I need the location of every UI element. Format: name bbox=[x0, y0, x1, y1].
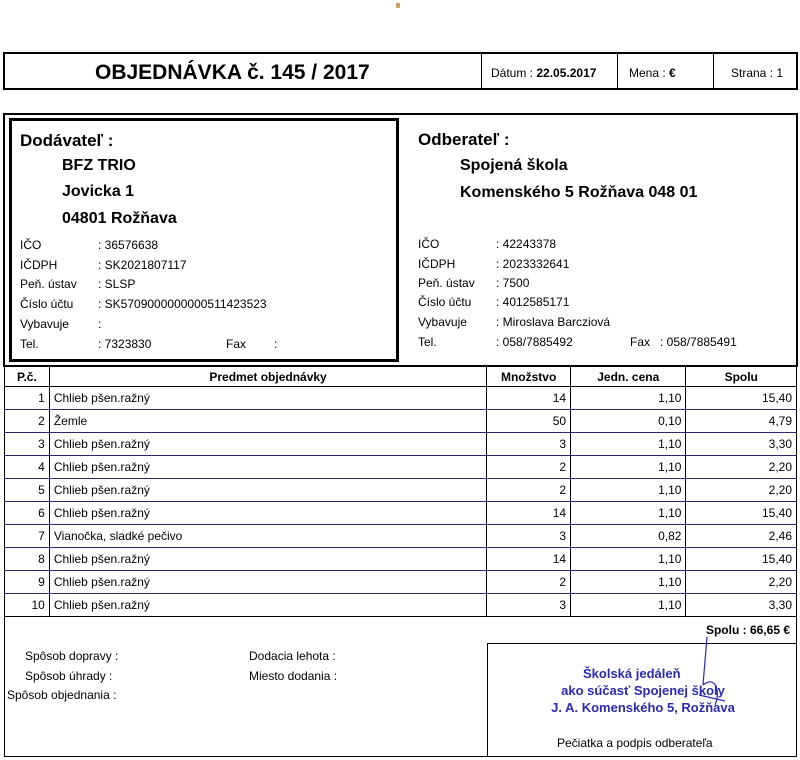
table-row bbox=[5, 525, 797, 548]
customer-contact-value: : Miroslava Barcziová bbox=[496, 315, 611, 329]
table-row bbox=[5, 571, 797, 594]
row-quantity: 3 bbox=[487, 525, 571, 548]
row-item: Chlieb pšen.ražný bbox=[49, 387, 486, 410]
table-row bbox=[5, 502, 797, 525]
supplier-account-value: : SK5709000000000511423523 bbox=[98, 297, 267, 311]
row-number: 10 bbox=[5, 594, 50, 617]
row-total: 2,20 bbox=[686, 479, 797, 502]
row-price: 0,82 bbox=[571, 525, 686, 548]
row-price: 1,10 bbox=[571, 479, 686, 502]
row-quantity: 14 bbox=[487, 387, 571, 410]
col-unit-price: Jedn. cena bbox=[571, 367, 686, 387]
page-field bbox=[731, 66, 783, 80]
page-label: Strana : bbox=[731, 66, 774, 80]
supplier-fax-label: Fax bbox=[226, 337, 247, 351]
row-price: 1,10 bbox=[571, 502, 686, 525]
customer-ico-label: IČO bbox=[418, 237, 440, 251]
supplier-name: BFZ TRIO bbox=[62, 157, 136, 174]
row-number: 2 bbox=[5, 410, 50, 433]
date-value: 22.05.2017 bbox=[536, 66, 597, 80]
signature-label: Pečiatka a podpis odberateľa bbox=[557, 736, 713, 750]
customer-address: Komenského 5 Rožňava 048 01 bbox=[460, 184, 698, 201]
supplier-city: 04801 Rožňava bbox=[62, 210, 177, 227]
row-item: Žemle bbox=[49, 410, 486, 433]
row-number: 4 bbox=[5, 456, 50, 479]
supplier-bank-label: Peň. ústav bbox=[20, 277, 77, 291]
table-header-row bbox=[5, 367, 797, 387]
table-row bbox=[5, 433, 797, 456]
table-row bbox=[5, 479, 797, 502]
supplier-icdph-value: : SK2021807117 bbox=[98, 258, 187, 272]
date-field bbox=[491, 66, 596, 80]
row-price: 0,10 bbox=[571, 410, 686, 433]
row-item: Chlieb pšen.ražný bbox=[49, 433, 486, 456]
row-quantity: 14 bbox=[487, 548, 571, 571]
table-row bbox=[5, 594, 797, 617]
order-title: OBJEDNÁVKA č. 145 / 2017 bbox=[95, 61, 370, 84]
scan-speck bbox=[396, 3, 400, 8]
row-item: Vianočka, sladké pečivo bbox=[49, 525, 486, 548]
row-total: 15,40 bbox=[686, 502, 797, 525]
supplier-contact-label: Vybavuje bbox=[20, 317, 69, 331]
supplier-ico-value: : 36576638 bbox=[98, 238, 159, 252]
customer-tel-label: Tel. bbox=[418, 335, 437, 349]
row-total: 2,20 bbox=[686, 456, 797, 479]
supplier-fax-value: : bbox=[274, 337, 278, 351]
col-number: P.č. bbox=[5, 367, 50, 387]
delivery-place: Miesto dodania : bbox=[249, 669, 338, 683]
customer-tel-value: : 058/7885492 bbox=[496, 335, 573, 349]
row-item: Chlieb pšen.ražný bbox=[49, 571, 486, 594]
row-total: 3,30 bbox=[686, 433, 797, 456]
customer-bank-value: : 7500 bbox=[496, 276, 530, 290]
row-quantity: 3 bbox=[487, 594, 571, 617]
supplier-tel-label: Tel. bbox=[20, 337, 39, 351]
row-number: 1 bbox=[5, 387, 50, 410]
row-total: 15,40 bbox=[686, 387, 797, 410]
customer-name: Spojená škola bbox=[460, 157, 568, 174]
customer-contact-label: Vybavuje bbox=[418, 315, 467, 329]
supplier-tel-value: : 7323830 bbox=[98, 337, 152, 351]
col-total: Spolu bbox=[686, 367, 797, 387]
row-quantity: 14 bbox=[487, 502, 571, 525]
table-row bbox=[5, 548, 797, 571]
customer-bank-label: Peň. ústav bbox=[418, 276, 475, 290]
col-quantity: Množstvo bbox=[487, 367, 571, 387]
signature-mark bbox=[685, 635, 745, 715]
col-item: Predmet objednávky bbox=[49, 367, 486, 387]
supplier-icdph-label: IČDPH bbox=[20, 258, 58, 272]
row-number: 5 bbox=[5, 479, 50, 502]
row-quantity: 2 bbox=[487, 571, 571, 594]
customer-icdph-value: : 2023332641 bbox=[496, 257, 570, 271]
customer-icdph-label: IČDPH bbox=[418, 257, 456, 271]
supplier-street: Jovicka 1 bbox=[62, 183, 135, 200]
stamp-line-3: J. A. Komenského 5, Rožňava bbox=[551, 700, 735, 715]
footer-section bbox=[4, 617, 797, 757]
row-number: 9 bbox=[5, 571, 50, 594]
transport-method: Spôsob dopravy : bbox=[25, 649, 119, 663]
currency-label: Mena : bbox=[629, 66, 666, 80]
row-quantity: 2 bbox=[487, 479, 571, 502]
stamp-line-2: ako súčasť Spojenej školy bbox=[561, 683, 725, 698]
customer-account-label: Číslo účtu bbox=[418, 295, 472, 309]
table-row bbox=[5, 410, 797, 433]
row-number: 7 bbox=[5, 525, 50, 548]
row-item: Chlieb pšen.ražný bbox=[49, 479, 486, 502]
supplier-box bbox=[9, 118, 399, 362]
customer-block bbox=[410, 118, 796, 362]
customer-fax-value: : 058/7885491 bbox=[660, 335, 737, 349]
customer-account-value: : 4012585171 bbox=[496, 295, 570, 309]
order-total: Spolu : 66,65 € bbox=[705, 623, 790, 637]
row-number: 3 bbox=[5, 433, 50, 456]
row-total: 4,79 bbox=[686, 410, 797, 433]
page-value: 1 bbox=[776, 66, 784, 80]
table-row bbox=[5, 387, 797, 410]
supplier-account-label: Číslo účtu bbox=[20, 297, 74, 311]
row-number: 6 bbox=[5, 502, 50, 525]
supplier-ico-label: IČO bbox=[20, 238, 42, 252]
row-item: Chlieb pšen.ražný bbox=[49, 502, 486, 525]
row-item: Chlieb pšen.ražný bbox=[49, 594, 486, 617]
customer-ico-value: : 42243378 bbox=[496, 237, 557, 251]
ordering-method: Spôsob objednania : bbox=[7, 688, 117, 702]
row-quantity: 3 bbox=[487, 433, 571, 456]
row-item: Chlieb pšen.ražný bbox=[49, 456, 486, 479]
row-price: 1,10 bbox=[571, 548, 686, 571]
row-total: 15,40 bbox=[686, 548, 797, 571]
order-header bbox=[3, 52, 798, 90]
row-quantity: 2 bbox=[487, 456, 571, 479]
row-total: 3,30 bbox=[686, 594, 797, 617]
supplier-bank-value: : SLSP bbox=[98, 277, 136, 291]
row-price: 1,10 bbox=[571, 456, 686, 479]
stamp-line-1: Školská jedáleň bbox=[583, 666, 681, 681]
order-items-table bbox=[4, 366, 797, 617]
row-price: 1,10 bbox=[571, 594, 686, 617]
supplier-title: Dodávateľ : bbox=[20, 131, 114, 150]
row-price: 1,10 bbox=[571, 387, 686, 410]
delivery-time: Dodacia lehota : bbox=[249, 649, 336, 663]
row-price: 1,10 bbox=[571, 571, 686, 594]
customer-fax-label: Fax bbox=[630, 335, 651, 349]
currency-field bbox=[629, 66, 676, 80]
currency-value: € bbox=[669, 66, 676, 80]
payment-method: Spôsob úhrady : bbox=[25, 669, 113, 683]
row-price: 1,10 bbox=[571, 433, 686, 456]
table-row bbox=[5, 456, 797, 479]
row-total: 2,20 bbox=[686, 571, 797, 594]
row-number: 8 bbox=[5, 548, 50, 571]
customer-title: Odberateľ : bbox=[418, 130, 510, 149]
supplier-contact-value: : bbox=[98, 317, 102, 331]
date-label: Dátum : bbox=[491, 66, 534, 80]
row-quantity: 50 bbox=[487, 410, 571, 433]
row-total: 2,46 bbox=[686, 525, 797, 548]
row-item: Chlieb pšen.ražný bbox=[49, 548, 486, 571]
